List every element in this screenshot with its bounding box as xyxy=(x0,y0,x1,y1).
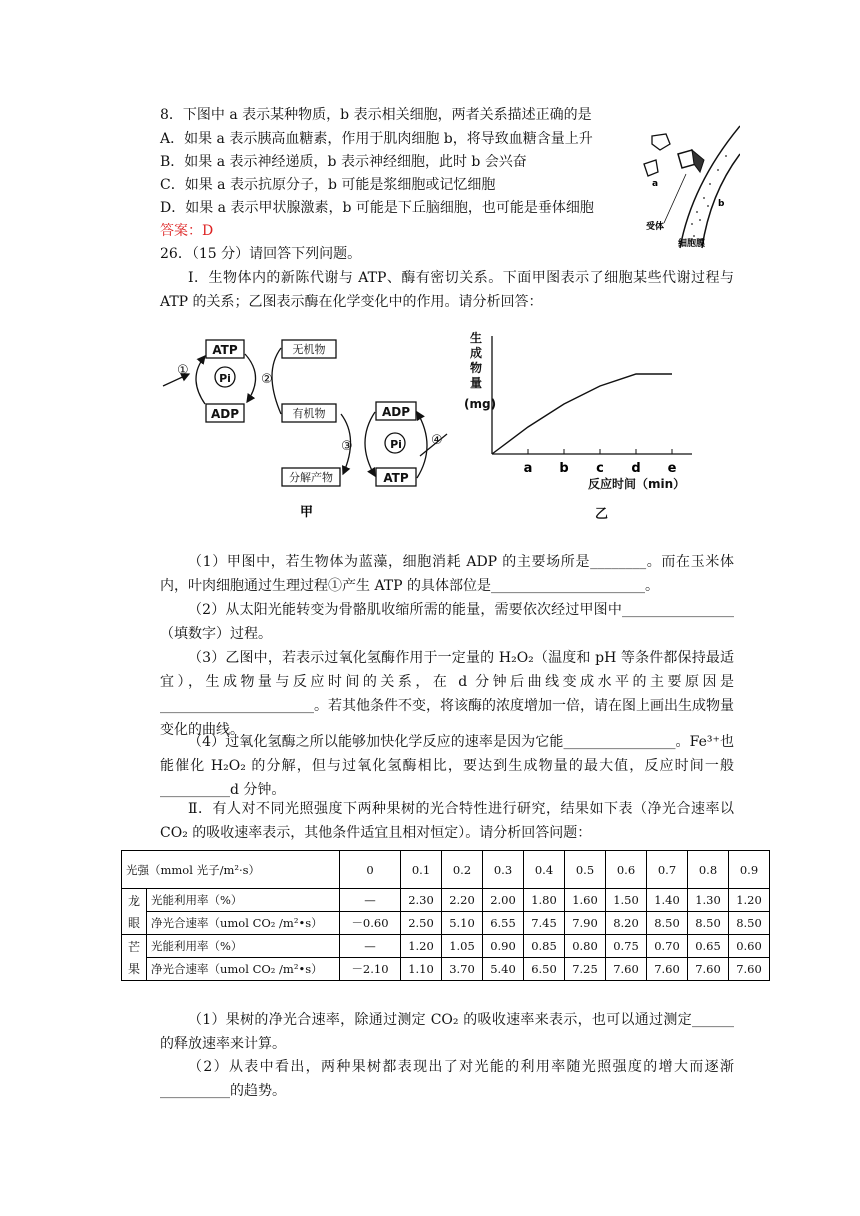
svg-text:无机物: 无机物 xyxy=(292,343,326,356)
product-curve xyxy=(492,374,672,454)
q8-option-d: D．如果 a 表示甲状腺激素，b 可能是下丘脑细胞，也可能是垂体细胞 xyxy=(160,200,594,216)
q26-part2-intro: Ⅱ．有人对不同光照强度下两种果树的光合特性进行研究，结果如下表（净光合速率以 CO₂ 的吸收速率表示，其他条件适宜且相对恒定）。请分析回答问题： xyxy=(160,801,734,841)
q8-answer: 答案：D xyxy=(160,223,214,239)
svg-text:ADP: ADP xyxy=(381,405,411,419)
q8-option-a: A．如果 a 表示胰高血糖素，作用于肌肉细胞 b，将导致血糖含量上升 xyxy=(160,131,593,147)
caption-yi: 乙 xyxy=(595,507,609,522)
figure-yi-chart xyxy=(460,328,710,528)
q26-sub2: （2）从太阳光能转变为骨骼肌收缩所需的能量，需要依次经过甲图中________________（填数字）过程。 xyxy=(160,602,734,642)
table-row: 龙眼 光能利用率（%） — 2.30 2.20 2.00 1.80 1.60 1.50 1.40 1.30 1.20 xyxy=(122,889,770,912)
group-name-longan: 龙眼 xyxy=(122,889,147,935)
q8-stem: 8．下图中 a 表示某种物质，b 表示相关细胞，两者关系描述正确的是 xyxy=(160,107,592,123)
x-tick-label-a: a xyxy=(523,461,533,476)
q26-sub1: （1）甲图中，若生物体为蓝藻，细胞消耗 ADP 的主要场所是________。而在玉米体内，叶肉细胞通过生理过程①产生 ATP 的具体部位是______________________。 xyxy=(160,554,734,594)
svg-text:ADP: ADP xyxy=(210,407,240,421)
q26-part2-sub2: （2）从表中看出，两种果树都表现出了对光能的利用率随光照强度的增大而逐渐__________的趋势。 xyxy=(160,1059,734,1099)
ylabel-4: 量 xyxy=(470,376,483,390)
x-tick-label-e: e xyxy=(667,461,677,476)
q8-membrane-figure xyxy=(640,124,740,250)
q26-header: 26．（15 分）请回答下列问题。 xyxy=(160,246,362,262)
svg-text:①: ① xyxy=(177,363,189,378)
svg-text:Pi: Pi xyxy=(219,372,231,385)
table-row: 芒果 光能利用率（%） — 1.20 1.05 0.90 0.85 0.80 0.75 0.70 0.65 0.60 xyxy=(122,935,770,958)
svg-text:ATP: ATP xyxy=(383,471,409,485)
label-a: a xyxy=(652,179,659,189)
table-row: 净光合速率（umol CO₂ /m²•s） －2.10 1.10 3.70 5.40 6.50 7.25 7.60 7.60 7.60 7.60 xyxy=(122,958,770,981)
svg-text:③: ③ xyxy=(341,439,353,454)
molecule-a-shape xyxy=(652,134,670,150)
x-tick-label-b: b xyxy=(559,461,569,476)
photosynthesis-table xyxy=(121,850,770,981)
figure-jia xyxy=(155,330,455,525)
x-tick-label-c: c xyxy=(596,461,604,476)
table-header-row: 光强（mmol 光子/m²·s） 0 0.1 0.2 0.3 0.4 0.5 0.6 0.7 0.8 0.9 xyxy=(122,851,770,889)
label-b: b xyxy=(718,199,725,209)
svg-text:分解产物: 分解产物 xyxy=(289,471,333,484)
q26-sub4: （4）过氧化氢酶之所以能够加快化学反应的速率是因为它能________________。Fe³⁺也能催化 H₂O₂ 的分解，但与过氧化氢酶相比，要达到生成物量的最大值，反应时间一般__________d 分钟。 xyxy=(160,734,734,798)
x-tick-label-d: d xyxy=(631,461,641,476)
svg-text:ATP: ATP xyxy=(212,343,238,357)
ylabel-3: 物 xyxy=(470,361,483,375)
q26-part2-sub1: （1）果树的净光合速率，除通过测定 CO₂ 的吸收速率来表示，也可以通过测定______的释放速率来计算。 xyxy=(160,1012,734,1052)
svg-text:②: ② xyxy=(261,372,273,387)
q8-option-b: B．如果 a 表示神经递质，b 表示神经细胞，此时 b 会兴奋 xyxy=(160,154,527,170)
ylabel-2: 成 xyxy=(470,346,483,360)
ylabel-unit: (mg) xyxy=(464,397,497,411)
svg-text:有机物: 有机物 xyxy=(292,407,326,420)
q8-option-c: C．如果 a 表示抗原分子，b 可能是浆细胞或记忆细胞 xyxy=(160,177,496,193)
group-name-mango: 芒果 xyxy=(122,935,147,981)
svg-text:Pi: Pi xyxy=(390,438,402,451)
q26-part1-intro: Ⅰ．生物体内的新陈代谢与 ATP、酶有密切关系。下面甲图表示了细胞某些代谢过程与 ATP 的关系；乙图表示酶在化学变化中的作用。请分析回答： xyxy=(160,270,734,310)
q26-sub3: （3）乙图中，若表示过氧化氢酶作用于一定量的 H₂O₂（温度和 pH 等条件都保持最适宜），生成物量与反应时间的关系，在 d 分钟后曲线变成水平的主要原因是______________________。若其他条件不变，将该酶的浓度增加一倍，请在图上画出生成物量变化的曲线。 xyxy=(160,650,734,738)
svg-text:④: ④ xyxy=(431,433,443,448)
ylabel-1: 生 xyxy=(470,331,483,345)
table-header-label: 光强（mmol 光子/m²·s） xyxy=(122,851,340,889)
label-receptor: 受体 xyxy=(646,222,665,232)
label-membrane: 细胞膜 xyxy=(678,239,706,249)
receptor-shape xyxy=(692,150,704,172)
caption-jia: 甲 xyxy=(300,505,314,520)
table-row: 净光合速率（umol CO₂ /m²•s） －0.60 2.50 5.10 6.55 7.45 7.90 8.20 8.50 8.50 8.50 xyxy=(122,912,770,935)
xlabel: 反应时间（min） xyxy=(588,477,686,491)
